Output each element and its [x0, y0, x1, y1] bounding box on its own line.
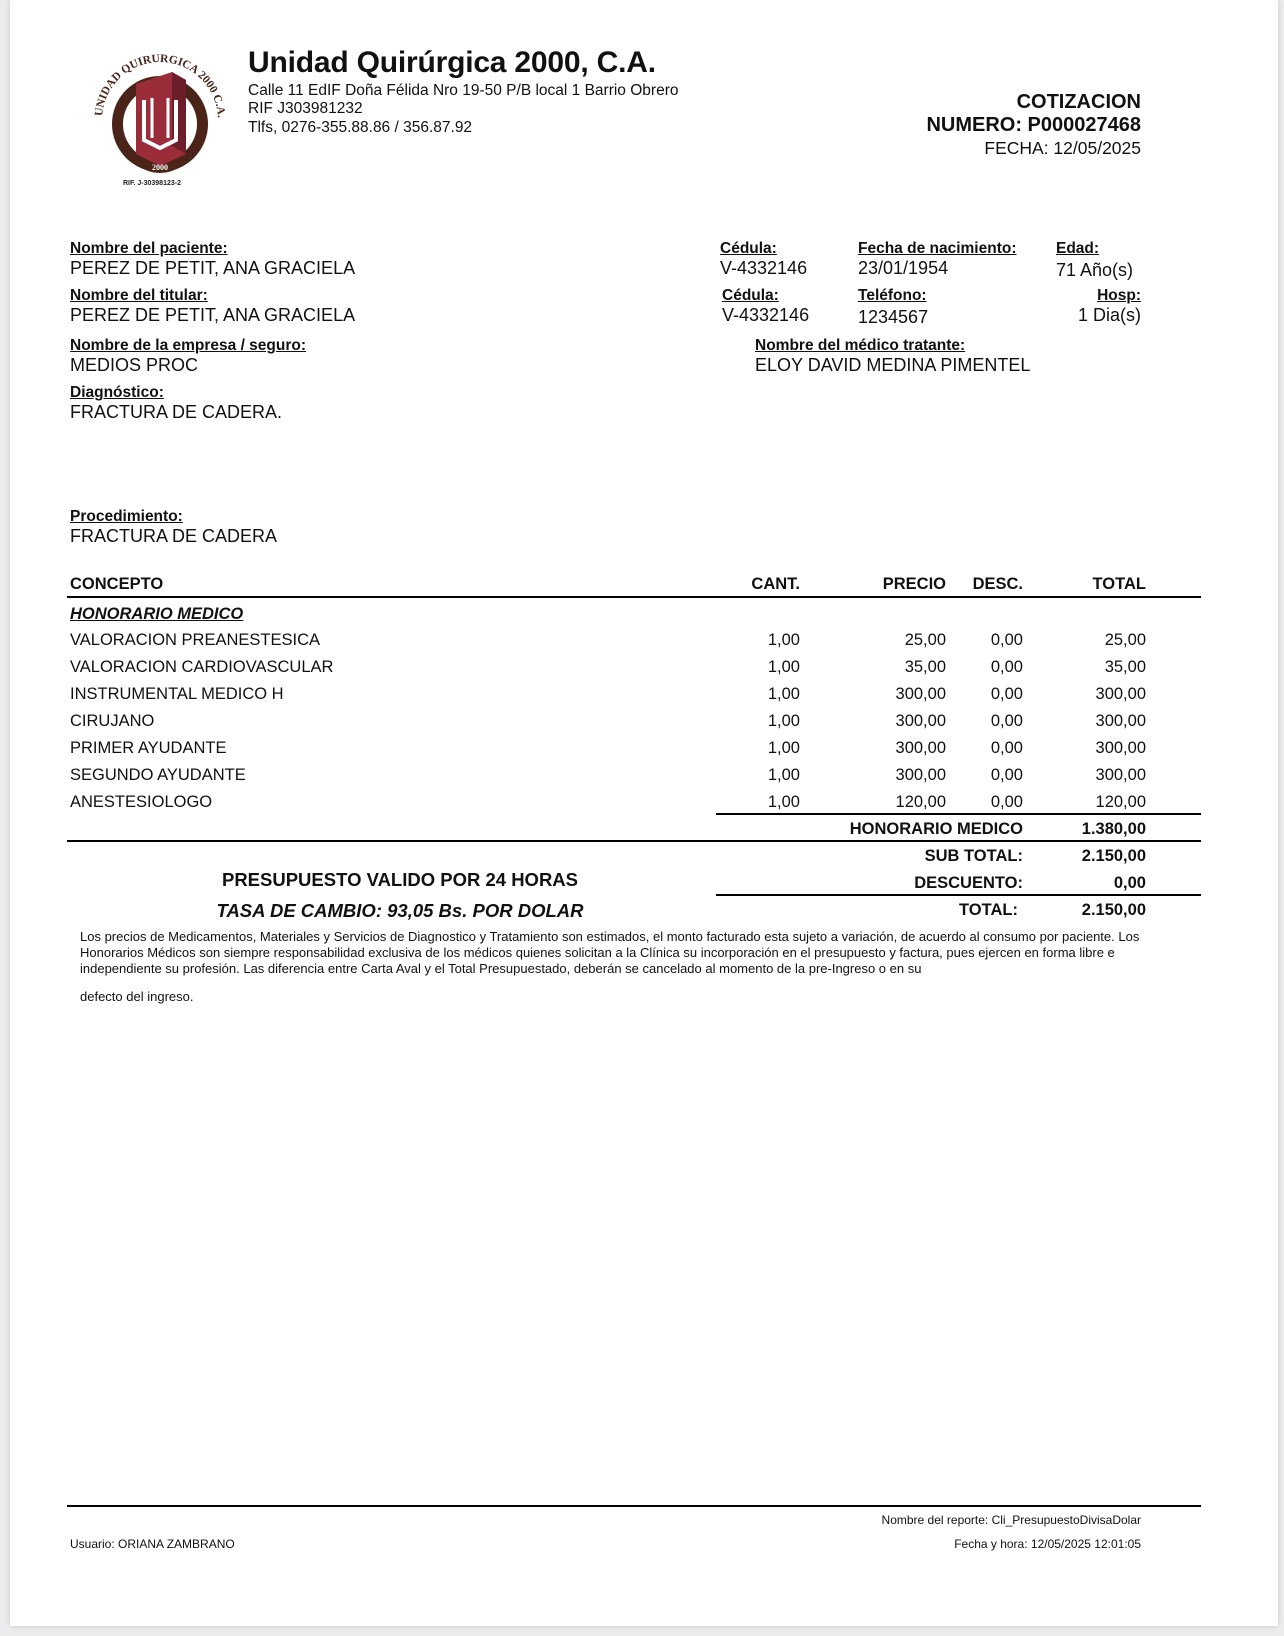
- patient-name-label: Nombre del paciente:: [70, 240, 228, 257]
- col-price-header: PRECIO: [882, 575, 946, 593]
- logo-ring-text: UNIDAD QUIRURGICA 2000 C.A.: [93, 52, 227, 119]
- patient-age-label: Edad:: [1056, 240, 1100, 257]
- subtotal-label: SUB TOTAL:: [924, 847, 1023, 865]
- row-price: 35,00: [904, 658, 946, 676]
- patient-dob: 23/01/1954: [858, 258, 949, 278]
- row-total: 120,00: [1095, 793, 1146, 811]
- report-name: Nombre del reporte: Cli_PresupuestoDivisaDolar: [881, 1513, 1141, 1527]
- row-concept: VALORACION PREANESTESICA: [70, 631, 321, 649]
- hosp-days: 1 Dia(s): [1077, 305, 1141, 325]
- company-address: Calle 11 EdIF Doña Félida Nro 19-50 P/B local 1 Barrio Obrero: [248, 82, 679, 99]
- holder-id: V-4332146: [722, 305, 810, 325]
- table-end-rule: [67, 840, 1201, 842]
- procedure-label: Procedimiento:: [70, 508, 183, 525]
- document-number: NUMERO: P000027468: [926, 114, 1141, 136]
- group-honorario-medico: HONORARIO MEDICO: [70, 605, 244, 623]
- row-price: 300,00: [895, 739, 946, 757]
- total-value: 2.150,00: [1081, 901, 1146, 919]
- procedure-value: FRACTURA DE CADERA: [70, 526, 278, 546]
- row-qty: 1,00: [767, 712, 800, 730]
- row-concept: PRIMER AYUDANTE: [70, 739, 227, 757]
- row-price: 300,00: [895, 712, 946, 730]
- total-label: TOTAL:: [959, 901, 1018, 919]
- row-concept: CIRUJANO: [70, 712, 155, 730]
- patient-name: PEREZ DE PETIT, ANA GRACIELA: [70, 258, 356, 278]
- group-total-label: HONORARIO MEDICO: [849, 820, 1023, 838]
- row-total: 300,00: [1095, 685, 1146, 703]
- total-rule: [716, 894, 1201, 896]
- footer-rule: [67, 1505, 1201, 1507]
- table-header-rule: [67, 596, 1201, 598]
- diagnosis-label: Diagnóstico:: [70, 384, 164, 401]
- disclaimer-text: Los precios de Medicamentos, Materiales y Servicios de Diagnostico y Tratamiento son estimados, el monto facturado esta sujeto a variación, de acuerdo al consumo por paciente. Los Honorarios Médicos son siempre responsabilidad exclusiva de los médicos quienes solicitan a la Clínica su incorporación en el presupuesto y factura, pues ejercen en forma libre e independiente su profesión. Las diferencia entre Carta Aval y el Total Presupuestado, deberán se cancelado al momento de la pre-Ingreso o en su: [80, 929, 1140, 976]
- col-concept-header: CONCEPTO: [70, 575, 164, 593]
- doctor-name: ELOY DAVID MEDINA PIMENTEL: [755, 355, 1031, 375]
- row-price: 300,00: [895, 766, 946, 784]
- row-qty: 1,00: [767, 631, 800, 649]
- company-name: Unidad Quirúrgica 2000, C.A.: [248, 46, 656, 79]
- footer-datetime: Fecha y hora: 12/05/2025 12:01:05: [954, 1537, 1141, 1551]
- holder-name: PEREZ DE PETIT, ANA GRACIELA: [70, 305, 356, 325]
- row-discount: 0,00: [990, 658, 1023, 676]
- row-qty: 1,00: [767, 685, 800, 703]
- discount-value: 0,00: [1113, 874, 1146, 892]
- exchange-rate-note: TASA DE CAMBIO: 93,05 Bs. POR DOLAR: [216, 900, 584, 921]
- hosp-label: Hosp:: [1097, 287, 1141, 304]
- holder-phone-label: Teléfono:: [858, 287, 927, 304]
- patient-id: V-4332146: [720, 258, 808, 278]
- company-rif: RIF J303981232: [248, 100, 363, 117]
- logo-year: 2000: [152, 163, 168, 172]
- footer-user: Usuario: ORIANA ZAMBRANO: [70, 1537, 235, 1551]
- document-date: FECHA: 12/05/2025: [984, 138, 1141, 158]
- row-price: 300,00: [895, 685, 946, 703]
- subtotal-value: 2.150,00: [1081, 847, 1146, 865]
- row-qty: 1,00: [767, 766, 800, 784]
- discount-label: DESCUENTO:: [914, 874, 1023, 892]
- document-type: COTIZACION: [1016, 91, 1141, 113]
- holder-id-label: Cédula:: [722, 287, 779, 304]
- row-discount: 0,00: [990, 739, 1023, 757]
- col-qty-header: CANT.: [751, 575, 800, 593]
- row-qty: 1,00: [767, 739, 800, 757]
- row-concept: SEGUNDO AYUDANTE: [70, 766, 246, 784]
- row-qty: 1,00: [767, 793, 800, 811]
- row-discount: 0,00: [990, 793, 1023, 811]
- doctor-label: Nombre del médico tratante:: [755, 337, 966, 354]
- col-disc-header: DESC.: [972, 575, 1023, 593]
- row-concept: VALORACION CARDIOVASCULAR: [70, 658, 334, 676]
- row-price: 120,00: [895, 793, 946, 811]
- holder-name-label: Nombre del titular:: [70, 287, 208, 304]
- validity-note: PRESUPUESTO VALIDO POR 24 HORAS: [221, 869, 579, 890]
- row-total: 35,00: [1104, 658, 1146, 676]
- patient-id-label: Cédula:: [720, 240, 777, 257]
- row-concept: INSTRUMENTAL MEDICO H: [70, 685, 284, 703]
- company-phones: Tlfs, 0276-355.88.86 / 356.87.92: [248, 119, 473, 136]
- disclaimer-end-text: defecto del ingreso.: [80, 989, 194, 1004]
- insurer-label: Nombre de la empresa / seguro:: [70, 337, 307, 354]
- document-page: [10, 0, 1278, 1626]
- col-total-header: TOTAL: [1092, 575, 1146, 593]
- row-total: 25,00: [1104, 631, 1146, 649]
- row-discount: 0,00: [990, 712, 1023, 730]
- row-qty: 1,00: [767, 658, 800, 676]
- row-total: 300,00: [1095, 739, 1146, 757]
- group-total-value: 1.380,00: [1081, 820, 1146, 838]
- diagnosis-value: FRACTURA DE CADERA.: [70, 402, 283, 422]
- holder-phone: 1234567: [858, 307, 929, 327]
- row-discount: 0,00: [990, 766, 1023, 784]
- patient-age: 71 Año(s): [1056, 260, 1134, 280]
- row-concept: ANESTESIOLOGO: [70, 793, 213, 811]
- logo-rif: RIF. J-30398123-2: [123, 180, 181, 187]
- row-discount: 0,00: [990, 631, 1023, 649]
- row-price: 25,00: [904, 631, 946, 649]
- insurer-name: MEDIOS PROC: [70, 355, 199, 375]
- group-total-rule: [716, 813, 1201, 815]
- row-discount: 0,00: [990, 685, 1023, 703]
- company-logo-icon: [80, 42, 240, 192]
- patient-dob-label: Fecha de nacimiento:: [858, 240, 1017, 257]
- row-total: 300,00: [1095, 766, 1146, 784]
- row-total: 300,00: [1095, 712, 1146, 730]
